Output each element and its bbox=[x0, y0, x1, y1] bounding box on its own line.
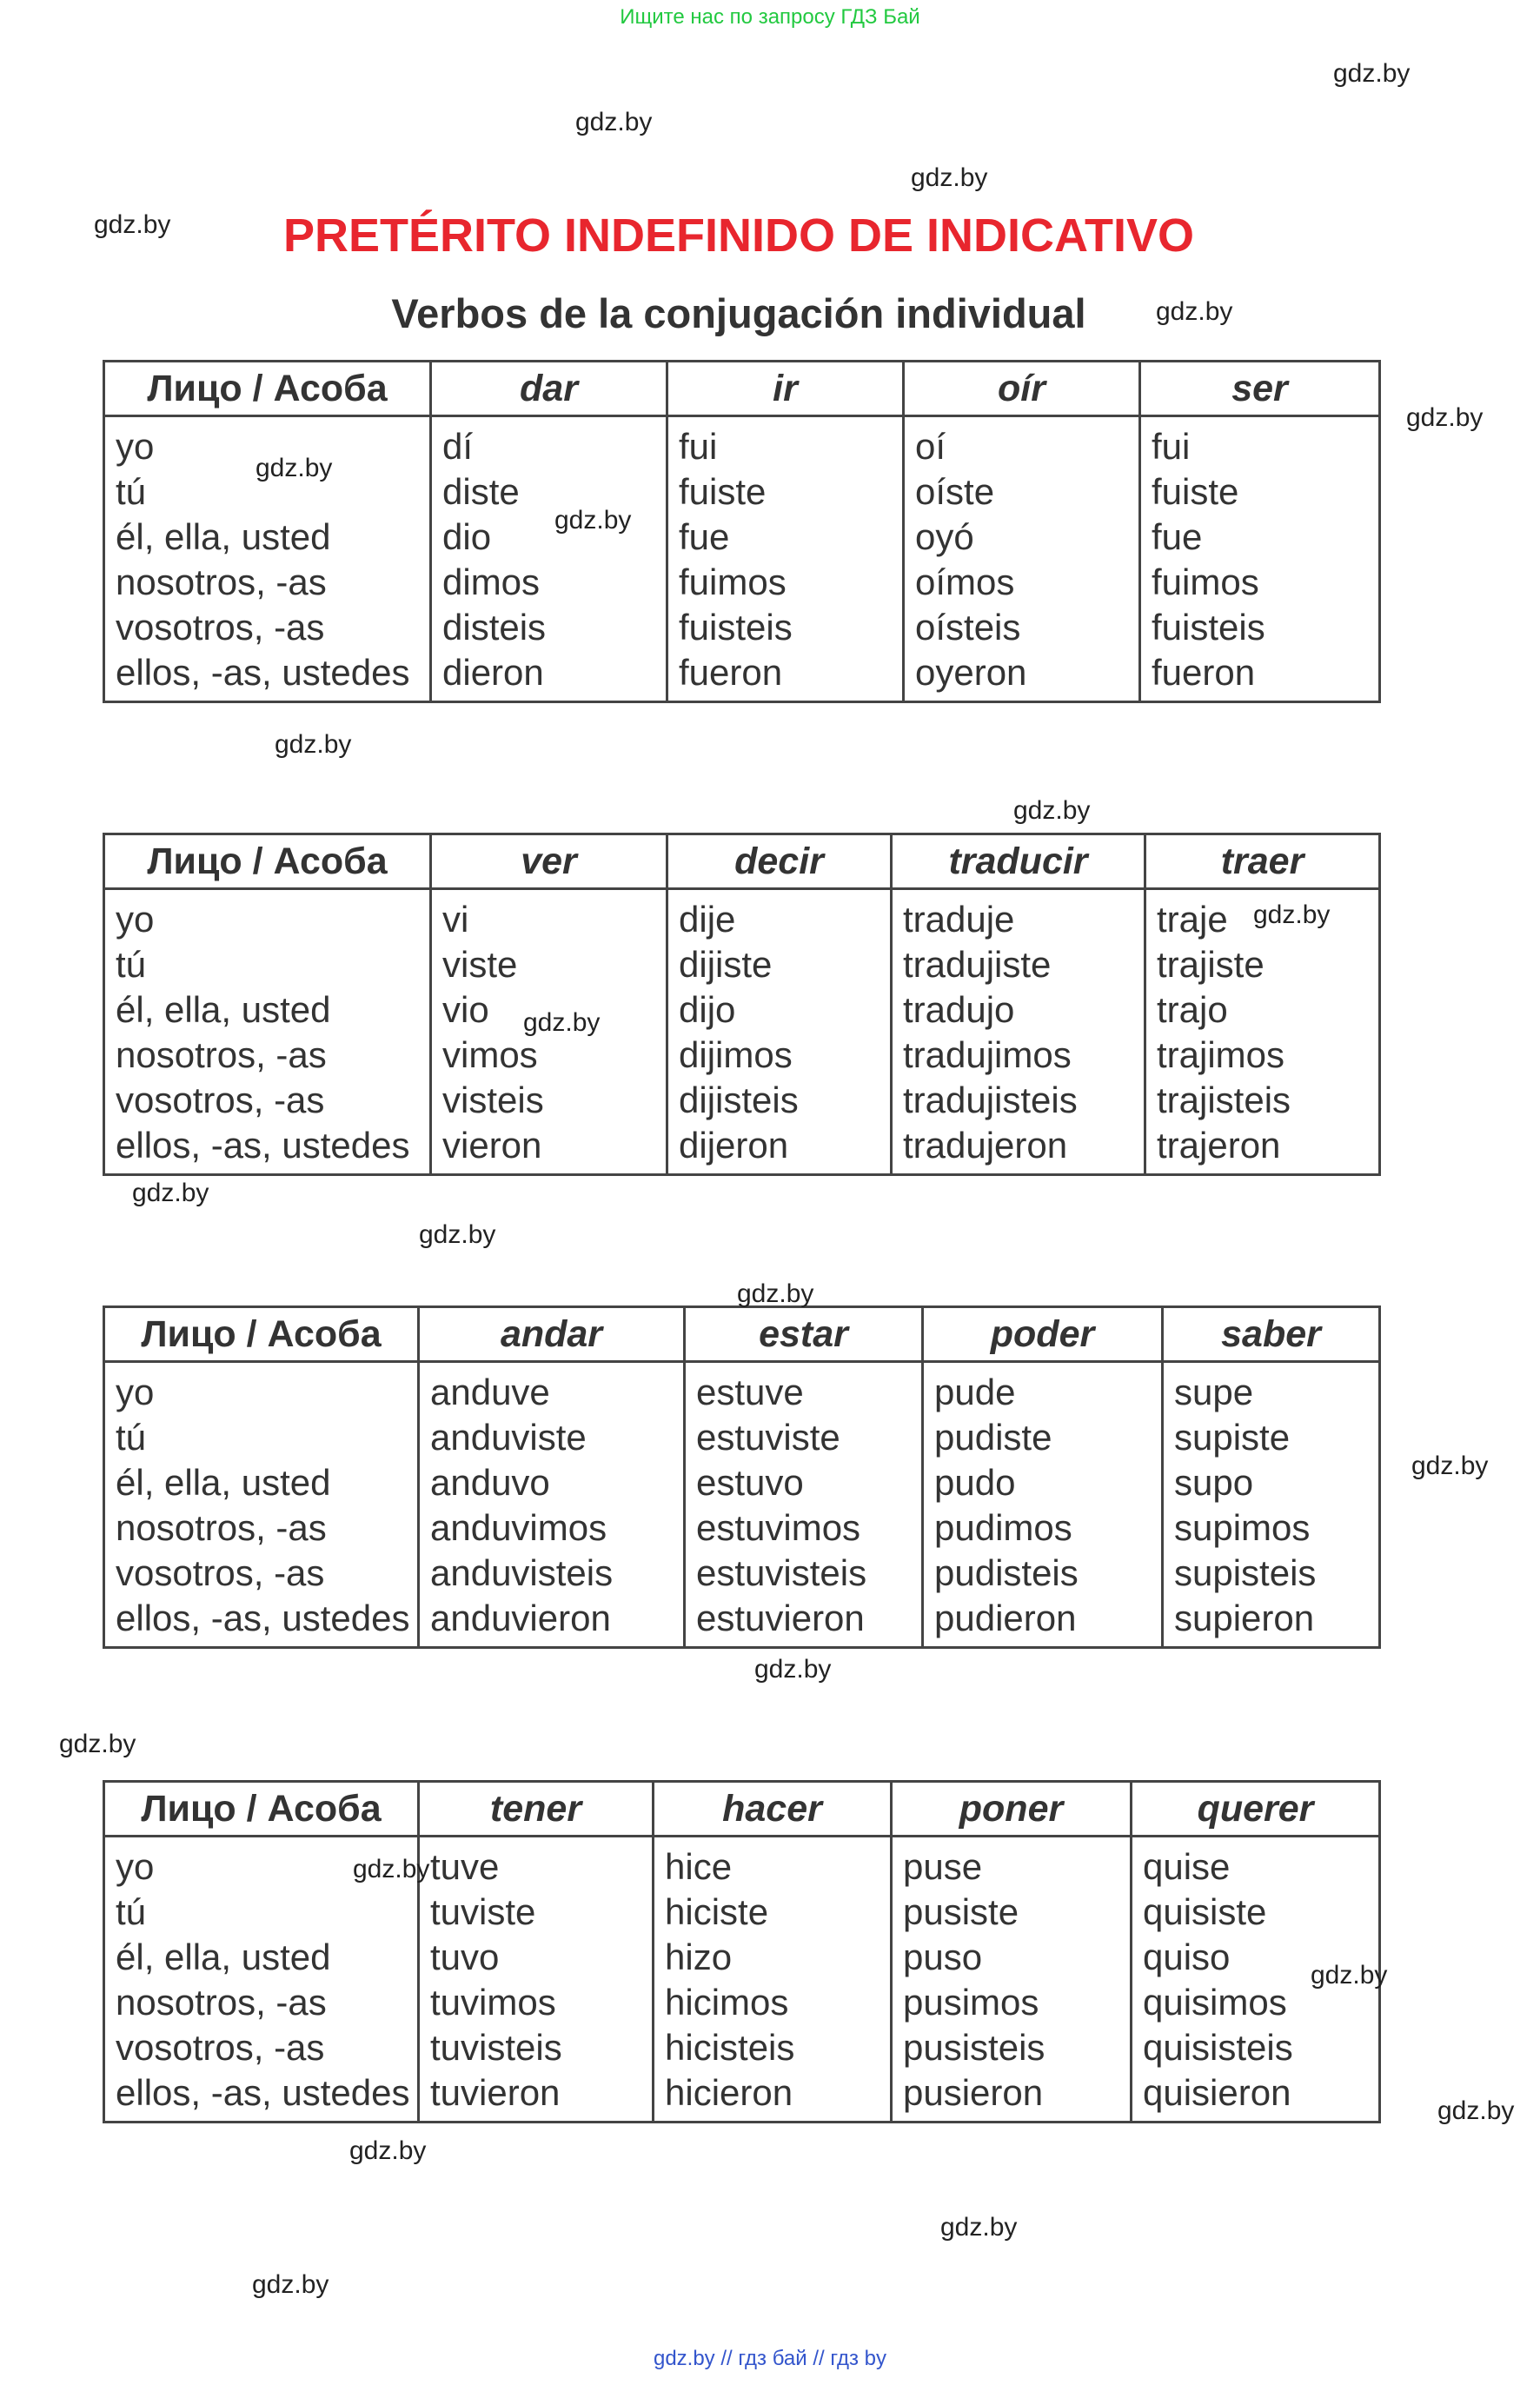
verb-form: dimos bbox=[442, 561, 541, 602]
person-label: tú bbox=[116, 471, 147, 512]
verb-form: dijiste bbox=[679, 944, 773, 985]
person-label: nosotros, -as bbox=[116, 1034, 327, 1075]
verb-form: dijisteis bbox=[679, 1080, 799, 1120]
verb-form: pusimos bbox=[903, 1982, 1039, 2023]
verb-form: oyeron bbox=[915, 652, 1027, 693]
verb-form: supieron bbox=[1174, 1598, 1315, 1638]
verb-form: fueron bbox=[1152, 652, 1256, 693]
top-banner: Ищите нас по запросу ГДЗ Бай bbox=[620, 5, 920, 29]
person-label: yo bbox=[116, 426, 155, 467]
verb-form: puse bbox=[903, 1846, 983, 1887]
watermark: gdz.by bbox=[1437, 2096, 1515, 2125]
verb-form: tradujo bbox=[903, 989, 1015, 1030]
verb-header: ver bbox=[431, 834, 667, 889]
verb-form: fueron bbox=[679, 652, 783, 693]
conjugation-table-1 bbox=[103, 360, 1381, 703]
person-label: vosotros, -as bbox=[116, 1080, 325, 1120]
forms-column bbox=[654, 1837, 892, 2123]
verb-form: tuviste bbox=[430, 1891, 536, 1932]
verb-form: traduje bbox=[903, 899, 1015, 940]
verb-form: pudieron bbox=[934, 1598, 1077, 1638]
verb-form: hicisteis bbox=[665, 2027, 795, 2068]
verb-form: traje bbox=[1157, 899, 1228, 940]
verb-form: fuisteis bbox=[1152, 607, 1265, 648]
verb-form: quisimos bbox=[1143, 1982, 1287, 2023]
verb-form: fuimos bbox=[679, 561, 787, 602]
verb-form: quisisteis bbox=[1143, 2027, 1293, 2068]
verb-header: andar bbox=[419, 1307, 685, 1362]
watermark: gdz.by bbox=[1411, 1452, 1489, 1480]
watermark: gdz.by bbox=[132, 1179, 209, 1207]
verb-form: vi bbox=[442, 899, 469, 940]
verb-form: trajeron bbox=[1157, 1125, 1281, 1166]
watermark: gdz.by bbox=[1333, 59, 1411, 88]
verb-header: dar bbox=[431, 362, 667, 416]
verb-form: hicieron bbox=[665, 2072, 793, 2113]
verb-header: tener bbox=[419, 1782, 654, 1837]
verb-form: quiso bbox=[1143, 1937, 1231, 1977]
watermark: gdz.by bbox=[575, 108, 653, 136]
verb-form: oísteis bbox=[915, 607, 1021, 648]
forms-column bbox=[667, 416, 904, 702]
conjugation-table-4 bbox=[103, 1780, 1381, 2123]
verb-form: tradujimos bbox=[903, 1034, 1072, 1075]
conjugation-table-2 bbox=[103, 833, 1381, 1176]
verb-form: diste bbox=[442, 471, 520, 512]
person-label: tú bbox=[116, 1417, 147, 1458]
verb-header: traducir bbox=[892, 834, 1145, 889]
verb-form: oí bbox=[915, 426, 946, 467]
verb-form: fue bbox=[679, 516, 730, 557]
verb-form: quisieron bbox=[1143, 2072, 1291, 2113]
forms-column bbox=[892, 1837, 1132, 2123]
page-subtitle: Verbos de la conjugación individual bbox=[391, 290, 1086, 336]
verb-form: anduviste bbox=[430, 1417, 587, 1458]
watermark: gdz.by bbox=[94, 210, 171, 239]
watermark: gdz.by bbox=[275, 730, 352, 759]
verb-form: tuvo bbox=[430, 1937, 500, 1977]
verb-form: tuve bbox=[430, 1846, 500, 1887]
watermark: gdz.by bbox=[252, 2270, 329, 2299]
verb-form: fuisteis bbox=[679, 607, 793, 648]
verb-form: dio bbox=[442, 516, 492, 557]
watermark: gdz.by bbox=[737, 1279, 814, 1308]
watermark: gdz.by bbox=[940, 2213, 1018, 2242]
verb-form: estuvisteis bbox=[696, 1552, 867, 1593]
verb-form: anduvo bbox=[430, 1462, 550, 1503]
forms-column bbox=[904, 416, 1140, 702]
person-label: ellos, -as, ustedes bbox=[116, 1598, 410, 1638]
person-label: tú bbox=[116, 944, 147, 985]
watermark: gdz.by bbox=[911, 163, 988, 192]
watermark: gdz.by bbox=[419, 1220, 496, 1249]
verb-form: hizo bbox=[665, 1937, 733, 1977]
verb-form: trajo bbox=[1157, 989, 1228, 1030]
verb-form: vieron bbox=[442, 1125, 542, 1166]
verb-form: dieron bbox=[442, 652, 544, 693]
watermark: gdz.by bbox=[1311, 1961, 1388, 1990]
verb-form: fuiste bbox=[679, 471, 767, 512]
verb-form: trajimos bbox=[1157, 1034, 1285, 1075]
verb-form: disteis bbox=[442, 607, 547, 648]
person-label: tú bbox=[116, 1891, 147, 1932]
verb-form: fui bbox=[679, 426, 718, 467]
person-label: yo bbox=[116, 899, 155, 940]
person-label: nosotros, -as bbox=[116, 1982, 327, 2023]
verb-form: supisteis bbox=[1174, 1552, 1317, 1593]
verb-form: dijo bbox=[679, 989, 736, 1030]
verb-form: oíste bbox=[915, 471, 995, 512]
persons-header: Лицо / Асоба bbox=[104, 362, 431, 416]
person-label: nosotros, -as bbox=[116, 561, 327, 602]
watermark: gdz.by bbox=[1156, 297, 1233, 326]
verb-form: dijeron bbox=[679, 1125, 789, 1166]
verb-header: hacer bbox=[654, 1782, 892, 1837]
persons-header: Лицо / Асоба bbox=[104, 834, 431, 889]
forms-column bbox=[1140, 416, 1380, 702]
person-label: vosotros, -as bbox=[116, 2027, 325, 2068]
verb-form: oyó bbox=[915, 516, 974, 557]
watermark: gdz.by bbox=[353, 1855, 430, 1883]
verb-header: poner bbox=[892, 1782, 1132, 1837]
verb-form: fue bbox=[1152, 516, 1203, 557]
verb-header: estar bbox=[685, 1307, 923, 1362]
verb-form: pudiste bbox=[934, 1417, 1052, 1458]
verb-form: dijimos bbox=[679, 1034, 793, 1075]
forms-column bbox=[892, 889, 1145, 1175]
verb-form: pudo bbox=[934, 1462, 1016, 1503]
forms-column bbox=[1163, 1362, 1380, 1648]
forms-column bbox=[419, 1837, 654, 2123]
person-label: ellos, -as, ustedes bbox=[116, 652, 410, 693]
verb-form: tradujiste bbox=[903, 944, 1052, 985]
verb-form: tuvieron bbox=[430, 2072, 561, 2113]
verb-header: querer bbox=[1132, 1782, 1380, 1837]
watermark: gdz.by bbox=[1013, 796, 1091, 825]
person-label: él, ella, usted bbox=[116, 989, 331, 1030]
person-label: él, ella, usted bbox=[116, 1462, 331, 1503]
verb-form: vimos bbox=[442, 1034, 538, 1075]
verb-form: pude bbox=[934, 1372, 1016, 1412]
footer-links: gdz.by // гдз бай // гдз by bbox=[653, 2347, 887, 2370]
forms-column bbox=[1145, 889, 1380, 1175]
verb-form: hicimos bbox=[665, 1982, 789, 2023]
verb-header: oír bbox=[904, 362, 1140, 416]
verb-form: trajisteis bbox=[1157, 1080, 1291, 1120]
persons-header: Лицо / Асоба bbox=[104, 1307, 419, 1362]
persons-column bbox=[104, 889, 431, 1175]
forms-column bbox=[923, 1362, 1163, 1648]
verb-form: fui bbox=[1152, 426, 1191, 467]
verb-form: estuviste bbox=[696, 1417, 840, 1458]
person-label: yo bbox=[116, 1846, 155, 1887]
verb-form: estuvieron bbox=[696, 1598, 865, 1638]
verb-form: pudisteis bbox=[934, 1552, 1079, 1593]
person-label: él, ella, usted bbox=[116, 516, 331, 557]
verb-form: vio bbox=[442, 989, 489, 1030]
verb-form: trajiste bbox=[1157, 944, 1265, 985]
forms-column bbox=[685, 1362, 923, 1648]
verb-form: hiciste bbox=[665, 1891, 769, 1932]
verb-header: ir bbox=[667, 362, 904, 416]
person-label: vosotros, -as bbox=[116, 607, 325, 648]
verb-form: tradujeron bbox=[903, 1125, 1068, 1166]
persons-column bbox=[104, 1362, 419, 1648]
verb-header: poder bbox=[923, 1307, 1163, 1362]
verb-form: supimos bbox=[1174, 1507, 1311, 1548]
conjugation-table-3 bbox=[103, 1305, 1381, 1649]
verb-form: quisiste bbox=[1143, 1891, 1267, 1932]
verb-form: estuvimos bbox=[696, 1507, 861, 1548]
verb-form: supe bbox=[1174, 1372, 1254, 1412]
watermark: gdz.by bbox=[349, 2136, 427, 2165]
verb-form: estuve bbox=[696, 1372, 804, 1412]
verb-form: supo bbox=[1174, 1462, 1254, 1503]
verb-form: pusisteis bbox=[903, 2027, 1045, 2068]
person-label: nosotros, -as bbox=[116, 1507, 327, 1548]
verb-form: oímos bbox=[915, 561, 1015, 602]
verb-header: decir bbox=[667, 834, 892, 889]
verb-form: supiste bbox=[1174, 1417, 1291, 1458]
verb-form: dije bbox=[679, 899, 736, 940]
verb-form: anduve bbox=[430, 1372, 550, 1412]
forms-column bbox=[431, 416, 667, 702]
verb-form: anduvimos bbox=[430, 1507, 607, 1548]
watermark: gdz.by bbox=[256, 454, 333, 482]
verb-form: dí bbox=[442, 426, 474, 467]
verb-form: anduvieron bbox=[430, 1598, 611, 1638]
forms-column bbox=[419, 1362, 685, 1648]
watermark: gdz.by bbox=[523, 1008, 601, 1037]
verb-form: pusiste bbox=[903, 1891, 1019, 1932]
person-label: él, ella, usted bbox=[116, 1937, 331, 1977]
verb-form: tuvimos bbox=[430, 1982, 556, 2023]
person-label: ellos, -as, ustedes bbox=[116, 2072, 410, 2113]
persons-header: Лицо / Асоба bbox=[104, 1782, 419, 1837]
verb-form: visteis bbox=[442, 1080, 544, 1120]
verb-form: pudimos bbox=[934, 1507, 1072, 1548]
verb-header: ser bbox=[1140, 362, 1380, 416]
watermark: gdz.by bbox=[754, 1655, 832, 1684]
verb-form: tuvisteis bbox=[430, 2027, 562, 2068]
watermark: gdz.by bbox=[1253, 900, 1331, 929]
person-label: vosotros, -as bbox=[116, 1552, 325, 1593]
watermark: gdz.by bbox=[554, 506, 632, 535]
verb-form: hice bbox=[665, 1846, 733, 1887]
verb-form: estuvo bbox=[696, 1462, 804, 1503]
verb-form: pusieron bbox=[903, 2072, 1044, 2113]
verb-form: tradujisteis bbox=[903, 1080, 1078, 1120]
watermark: gdz.by bbox=[59, 1730, 136, 1758]
verb-form: quise bbox=[1143, 1846, 1231, 1887]
watermark: gdz.by bbox=[1406, 403, 1484, 432]
person-label: ellos, -as, ustedes bbox=[116, 1125, 410, 1166]
verb-form: anduvisteis bbox=[430, 1552, 614, 1593]
page-title: PRETÉRITO INDEFINIDO DE INDICATIVO bbox=[282, 209, 1195, 262]
person-label: yo bbox=[116, 1372, 155, 1412]
verb-header: saber bbox=[1163, 1307, 1380, 1362]
forms-column bbox=[667, 889, 892, 1175]
verb-form: puso bbox=[903, 1937, 983, 1977]
verb-header: traer bbox=[1145, 834, 1380, 889]
verb-form: fuimos bbox=[1152, 561, 1259, 602]
verb-form: fuiste bbox=[1152, 471, 1239, 512]
verb-form: viste bbox=[442, 944, 518, 985]
